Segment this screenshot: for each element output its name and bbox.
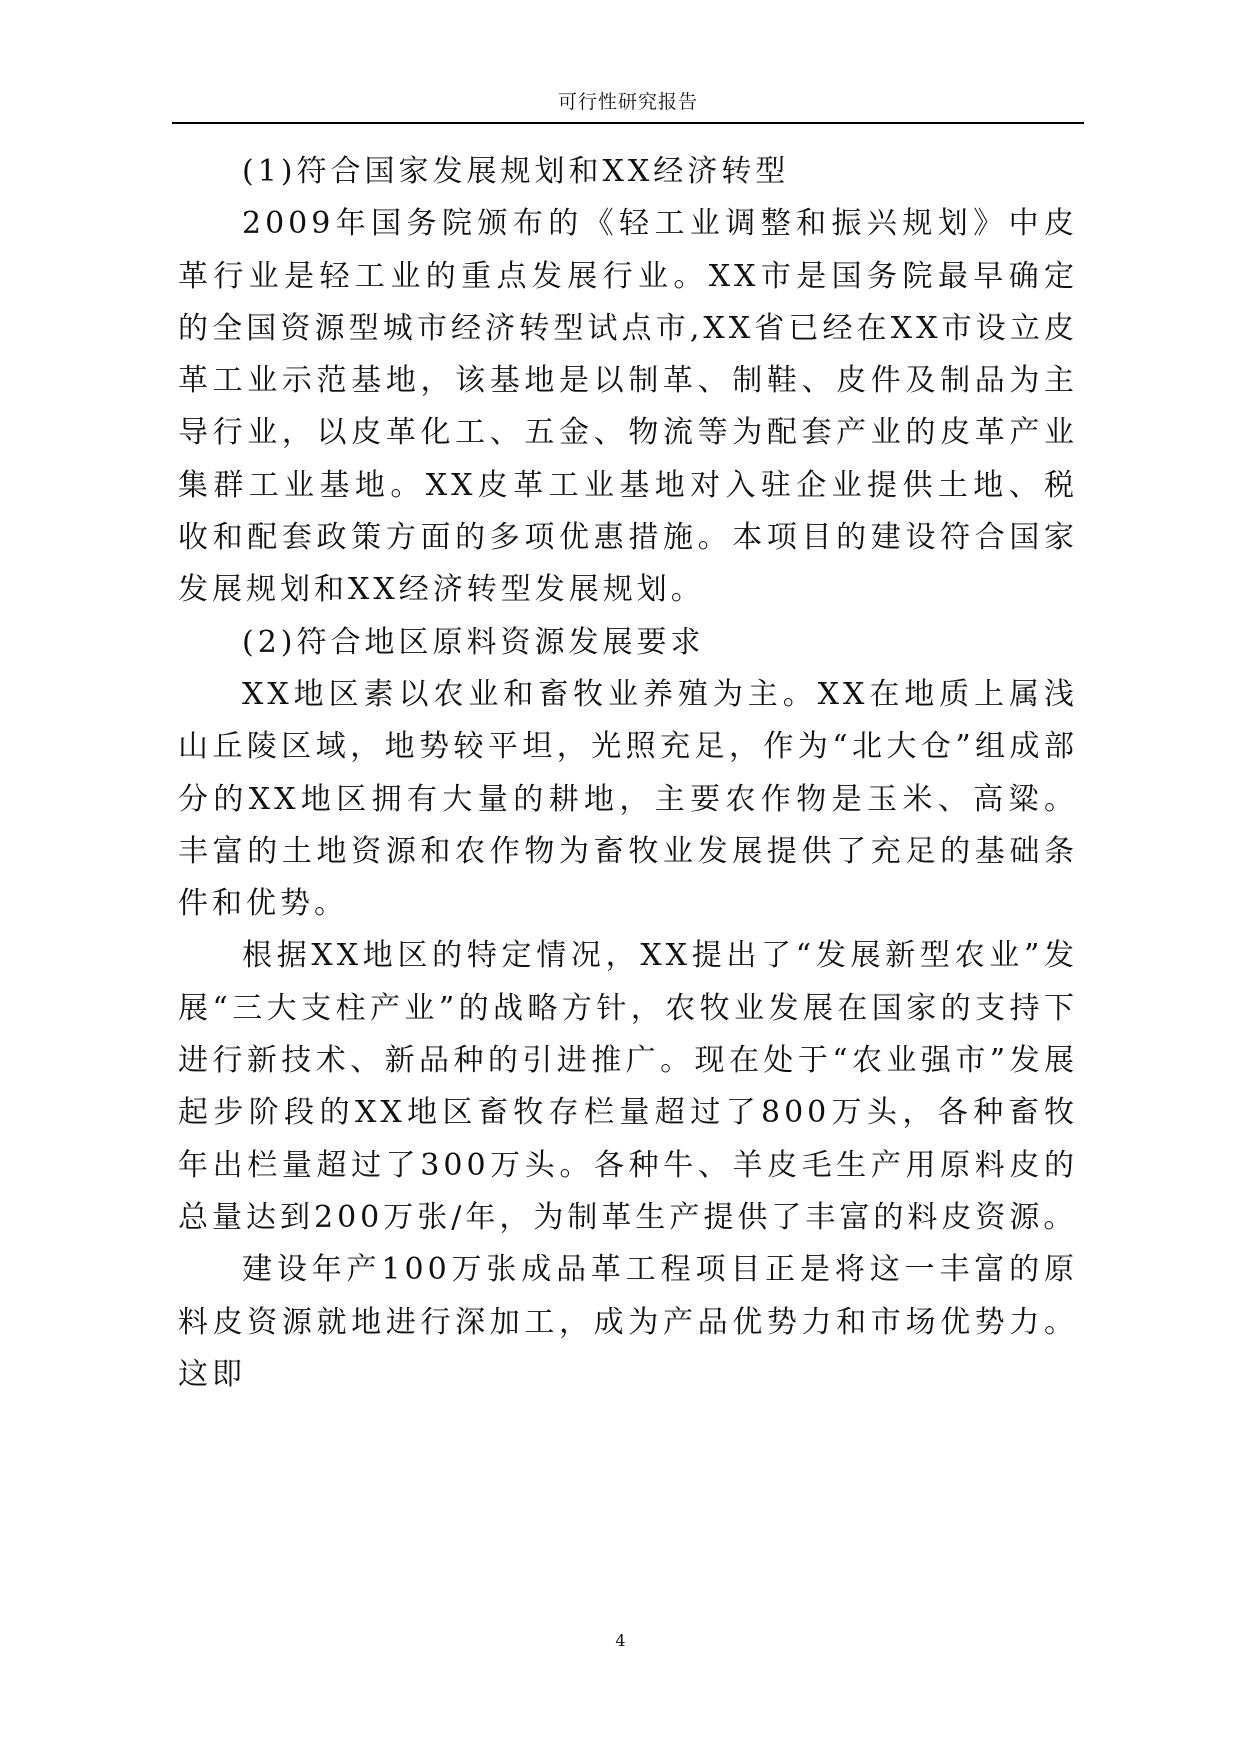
document-body — [178, 146, 1078, 1401]
page-header — [172, 84, 1084, 124]
header-title: 可行性研究报告 — [557, 91, 698, 113]
section-heading-1: (1)符合国家发展规划和XX经济转型 — [242, 154, 790, 189]
paragraph-agriculture: XX地区素以农业和畜牧业养殖为主。XX在地质上属浅山丘陵区域，地势较平坦，光照充足，作为“北大仓”组成部分的XX地区拥有大量的耕地，主要农作物是玉米、高粱。丰富的土地资源和农作物为畜牧业发展提供了充足的基础条件和优势。 — [178, 676, 1078, 922]
paragraph-livestock: 根据XX地区的特定情况，XX提出了“发展新型农业”发展“三大支柱产业”的战略方针，农牧业发展在国家的支持下进行新技术、新品种的引进推广。现在处于“农业强市”发展起步阶段的XX地区畜牧存栏量超过了800万头，各种畜牧年出栏量超过了300万头。各种牛、羊皮毛生产用原料皮的总量达到200万张/年，为制革生产提供了丰富的料皮资源。 — [178, 938, 1078, 1235]
page-number: 4 — [615, 1631, 626, 1650]
paragraph-project: 建设年产100万张成品革工程项目正是将这一丰富的原料皮资源就地进行深加工，成为产品优势力和市场优势力。这即 — [178, 1252, 1078, 1392]
paragraph-planning: 2009年国务院颁布的《轻工业调整和振兴规划》中皮革行业是轻工业的重点发展行业。XX市是国务院最早确定的全国资源型城市经济转型试点市,XX省已经在XX市设立皮革工业示范基地，该基地是以制革、制鞋、皮件及制品为主导行业，以皮革化工、五金、物流等为配套产业的皮革产业集群工业基地。XX皮革工业基地对入驻企业提供土地、税收和配套政策方面的多项优惠措施。本项目的建设符合国家发展规划和XX经济转型发展规划。 — [178, 206, 1078, 608]
section-heading-2: (2)符合地区原料资源发展要求 — [242, 624, 705, 660]
